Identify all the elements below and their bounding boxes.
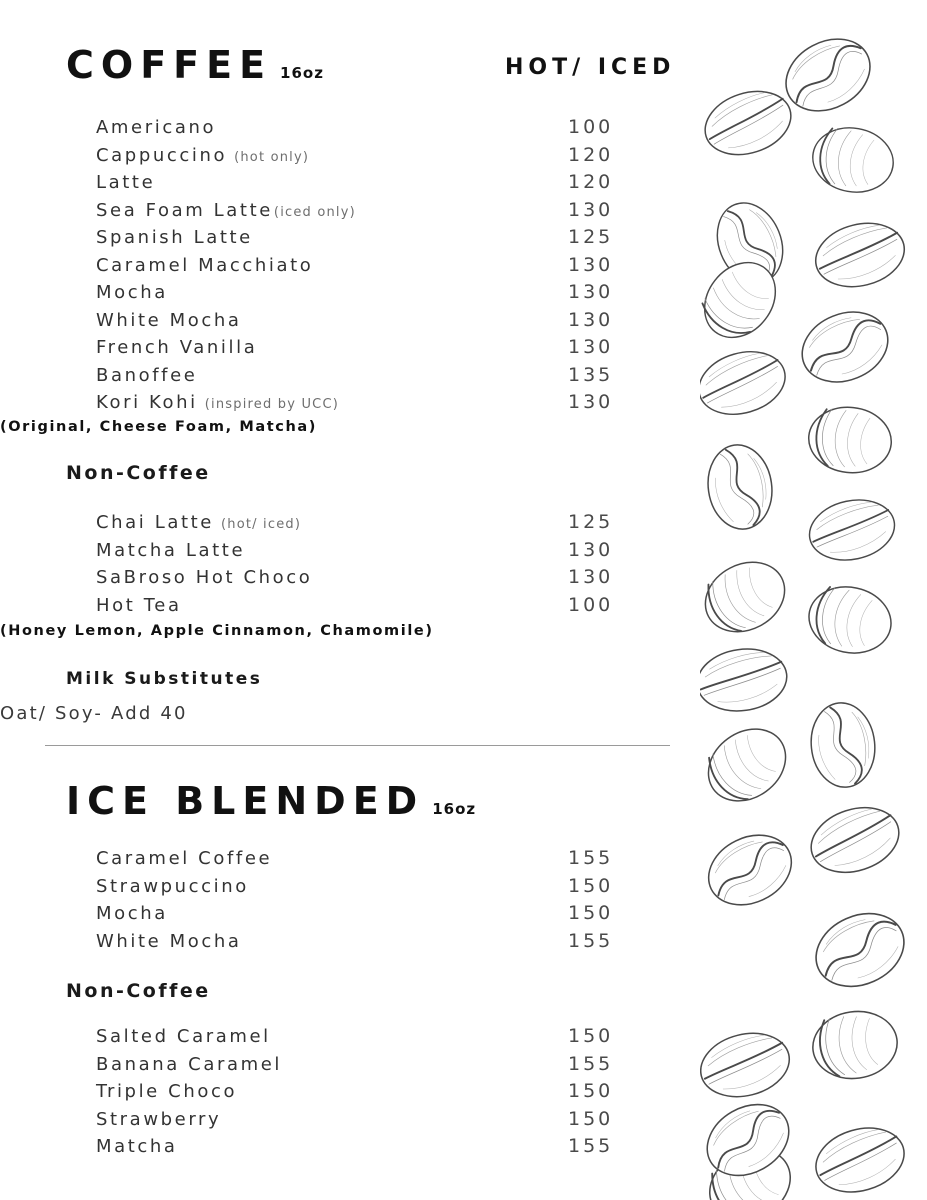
item-name: French Vanilla — [96, 337, 258, 358]
item-price: 155 — [568, 1135, 614, 1157]
item-name: Mocha — [96, 903, 168, 924]
item-name: Spanish Latte — [96, 227, 253, 248]
item-price: 130 — [568, 566, 614, 588]
coffee-bean-svg — [700, 0, 927, 1200]
item-name: Matcha Latte — [96, 539, 246, 561]
milk-substitutes-line: Oat/ Soy- Add 40 — [0, 703, 188, 724]
ice-blended-section-header — [66, 779, 477, 823]
item-name: Hot Tea — [96, 594, 182, 616]
item-note: (iced only) — [273, 204, 356, 220]
item-price: 130 — [568, 198, 614, 221]
item-note: (inspired by UCC) — [204, 397, 340, 412]
item-name: Americano — [96, 117, 217, 138]
item-price: 120 — [568, 143, 614, 166]
item-name: Cappuccino (hot only) — [96, 144, 310, 166]
item-price: 150 — [568, 1107, 614, 1130]
item-name: Salted Caramel — [96, 1026, 271, 1047]
coffee-section-header — [66, 43, 324, 87]
coffee-bean-illustrations — [700, 0, 927, 1200]
ice-blended-title: ICE BLENDED — [66, 779, 425, 823]
hot-tea-variants: (Honey Lemon, Apple Cinnamon, Chamomile) — [0, 623, 434, 639]
item-name: SaBroso Hot Choco — [96, 567, 313, 588]
item-price: 120 — [568, 171, 614, 193]
item-price: 130 — [568, 308, 614, 331]
item-price: 100 — [568, 116, 614, 138]
item-price: 130 — [568, 253, 614, 276]
item-name: Latte — [96, 172, 156, 193]
ice-blended-size-tag: 16oz — [432, 800, 477, 818]
item-name: Kori Kohi (inspired by UCC) — [96, 392, 340, 413]
coffee-size-tag: 16oz — [280, 64, 324, 82]
non-coffee-heading-blended: Non-Coffee — [66, 980, 211, 1002]
item-price: 150 — [568, 902, 614, 924]
item-name: Strawpuccino — [96, 875, 249, 897]
item-name: Strawberry — [96, 1108, 222, 1130]
item-price: 130 — [568, 281, 614, 303]
item-name: White Mocha — [96, 309, 242, 331]
item-price: 155 — [568, 847, 614, 869]
item-price: 155 — [568, 929, 614, 952]
item-name: White Mocha — [96, 930, 242, 952]
item-name: Caramel Coffee — [96, 848, 273, 869]
item-price: 150 — [568, 1025, 614, 1047]
item-name: Caramel Macchiato — [96, 254, 314, 276]
section-divider — [45, 745, 670, 746]
item-name: Mocha — [96, 282, 168, 303]
item-price: 150 — [568, 874, 614, 897]
item-price: 125 — [568, 226, 614, 248]
hot-iced-column-header: HOT/ ICED — [505, 55, 676, 80]
item-note: (hot/ iced) — [220, 517, 302, 532]
item-price: 130 — [568, 538, 614, 561]
kori-kohi-variants: (Original, Cheese Foam, Matcha) — [0, 419, 318, 435]
non-coffee-heading-hot: Non-Coffee — [66, 462, 211, 484]
item-name: Chai Latte (hot/ iced) — [96, 512, 302, 533]
item-name: Banoffee — [96, 364, 198, 386]
item-note: (hot only) — [234, 149, 310, 165]
item-price: 135 — [568, 363, 614, 386]
milk-substitutes-heading: Milk Substitutes — [66, 669, 263, 689]
item-name: Banana Caramel — [96, 1053, 283, 1075]
item-price: 130 — [568, 336, 614, 358]
item-name: Matcha — [96, 1136, 178, 1157]
item-price: 100 — [568, 593, 614, 616]
coffee-title: COFFEE — [66, 43, 273, 87]
item-price: 125 — [568, 511, 614, 533]
item-price: 150 — [568, 1080, 614, 1102]
item-name: Sea Foam Latte(iced only) — [96, 199, 356, 221]
item-name: Triple Choco — [96, 1081, 238, 1102]
item-price: 155 — [568, 1052, 614, 1075]
item-price: 130 — [568, 391, 614, 413]
